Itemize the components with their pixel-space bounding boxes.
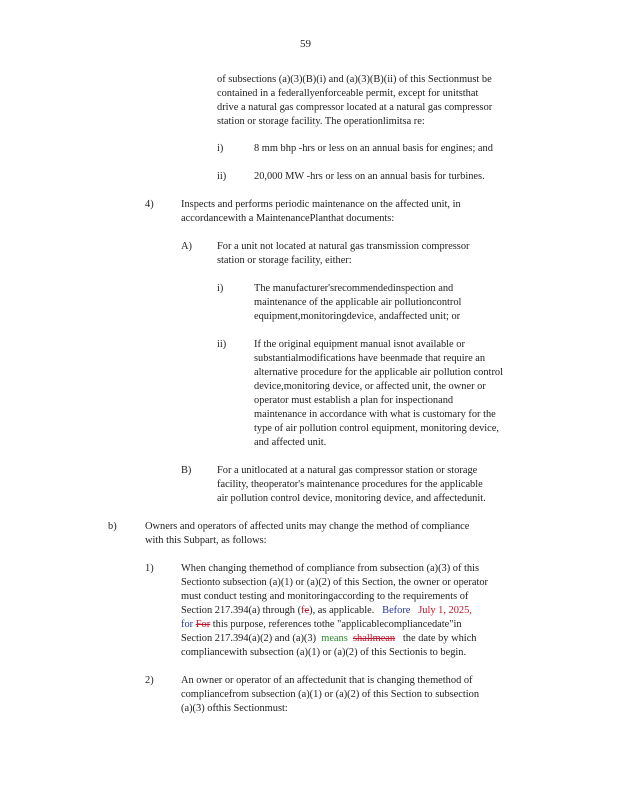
list-item-number: ii) [217, 339, 227, 350]
paragraph-line: accordancewith a MaintenancePlanthat documents: [181, 213, 395, 224]
paragraph-line: equipment,monitoringdevice, andaffected unit; or [254, 311, 461, 322]
page-number: 59 [300, 38, 311, 50]
paragraph-line: When changing themethod of compliance from subsection (a)(3) of this [181, 563, 480, 574]
paragraph-line: and affected unit. [254, 437, 327, 448]
paragraph-line: Inspects and performs periodic maintenance on the affected unit, in [181, 199, 461, 210]
list-item-text: 8 mm bhp -hrs or less on an annual basis for engines; and [254, 143, 493, 154]
paragraph-line: must conduct testing and monitoringaccording to the requirements of [181, 591, 469, 602]
inserted-text: July 1, 2025, [418, 605, 472, 616]
deleted-text: For [195, 619, 211, 630]
deleted-text: e [304, 605, 310, 616]
paragraph-line-amended [181, 633, 477, 645]
intro-line: drive a natural gas compressor located at a natural gas compressor [217, 102, 493, 113]
inserted-text: means [321, 633, 348, 644]
paragraph-line: Owners and operators of affected units may change the method of compliance [145, 521, 470, 532]
paragraph-line: maintenance in accordance with what is customary for the [254, 409, 496, 420]
list-item-number: A) [181, 241, 192, 252]
paragraph-line: For a unit not located at natural gas transmission compressor [217, 241, 470, 252]
paragraph-line: An owner or operator of an affectedunit that is changing themethod of [181, 675, 473, 686]
list-item-number: 4) [145, 199, 154, 210]
paragraph-line: facility, theoperator's maintenance procedures for the applicable [217, 479, 483, 490]
list-item-number: 1) [145, 563, 154, 574]
text-run: Section 217.394(a) through ( [181, 605, 302, 616]
paragraph-line: (a)(3) ofthis Sectionmust: [181, 703, 288, 714]
paragraph-line: type of air pollution control equipment, monitoring device, [254, 423, 499, 434]
paragraph-line: If the original equipment manual isnot available or [254, 339, 465, 350]
paragraph-line: Sectionto subsection (a)(1) or (a)(2) of this Section, the owner or operator [181, 577, 489, 588]
paragraph-line-amended [181, 605, 472, 617]
paragraph-line: For a unitlocated at a natural gas compressor station or storage [217, 465, 478, 476]
list-item-number: b) [108, 521, 117, 532]
paragraph-line: air pollution control device, monitoring device, and affectedunit. [217, 493, 486, 504]
paragraph-line: compliancewith subsection (a)(1) or (a)(2) of this Sectionis to begin. [181, 647, 467, 658]
intro-line: of subsections (a)(3)(B)(i) and (a)(3)(B)(ii) of this Sectionmust be [217, 74, 492, 85]
list-item-number: B) [181, 465, 192, 476]
inserted-text: f [301, 605, 305, 616]
paragraph-line: substantialmodifications have beenmade that require an [254, 353, 486, 364]
paragraph-line: with this Subpart, as follows: [145, 535, 267, 546]
list-item-number: 2) [145, 675, 154, 686]
paragraph-line: maintenance of the applicable air pollutioncontrol [254, 297, 462, 308]
text-run: ), as applicable. [309, 605, 375, 616]
text-run: Section 217.394(a)(2) and (a)(3) [181, 633, 317, 644]
text-run: the date by which [402, 633, 477, 644]
paragraph-line-amended [181, 619, 462, 631]
paragraph-line: operator must establish a plan for inspectionand [254, 395, 454, 406]
intro-line: contained in a federallyenforceable permit, except for unitsthat [217, 88, 479, 99]
inserted-text: for [181, 619, 194, 630]
paragraph-line: The manufacturer'srecommendedinspection and [254, 283, 454, 294]
text-run: this purpose, references tothe "applicablecompliancedate"in [210, 619, 462, 630]
paragraph-line: station or storage facility, either: [217, 255, 352, 266]
paragraph-line: compliancefrom subsection (a)(1) or (a)(2) of this Section to subsection [181, 689, 480, 700]
list-item-number: i) [217, 143, 224, 154]
list-item-text: 20,000 MW -hrs or less on an annual basis for turbines. [254, 171, 485, 182]
paragraph-line: alternative procedure for the applicable air pollution control [254, 367, 503, 378]
list-item-number: ii) [217, 171, 227, 182]
inserted-text: Before [382, 605, 411, 616]
deleted-text: shallmean [352, 633, 396, 644]
list-item-number: i) [217, 283, 224, 294]
paragraph-line: device,monitoring device, or affected unit, the owner or [254, 381, 486, 392]
intro-line: station or storage facility. The operationlimitsa re: [217, 116, 425, 127]
